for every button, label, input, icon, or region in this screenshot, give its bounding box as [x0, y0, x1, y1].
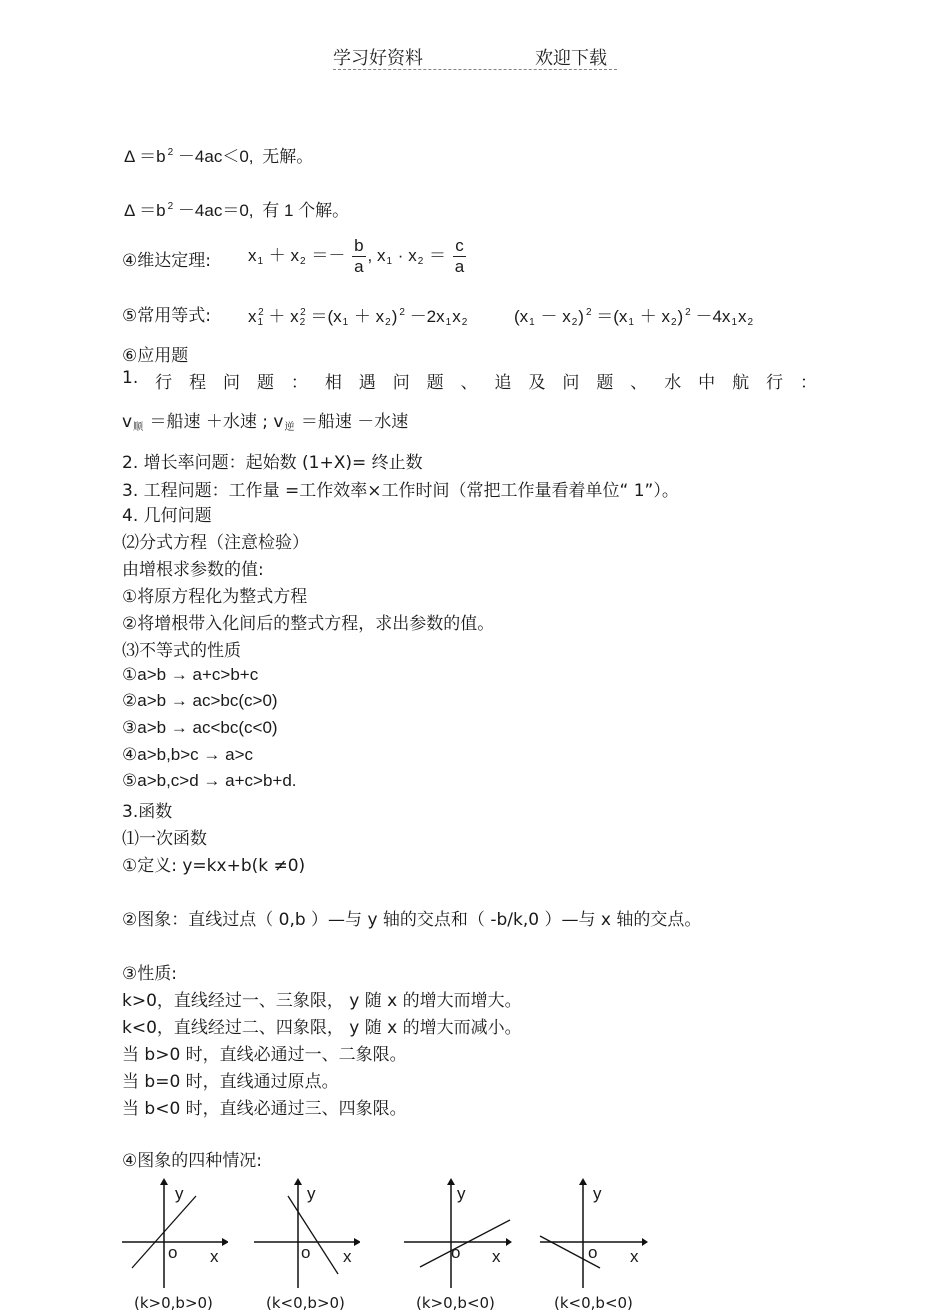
speed-formula: $v_顺$ ＝船速 ＋水速 ; $v_逆$ ＝船速 －水速 — [122, 412, 409, 433]
header-left: 学习好资料 — [333, 48, 423, 69]
linear-definition: ①定义: y=kx+b(k ≠0) — [122, 856, 306, 876]
y-axis-label: y — [175, 1184, 184, 1203]
application-item-2: 2. 增长率问题：起始数 (1+X)= 终止数 — [122, 453, 423, 473]
fraction-b-over-a: $\frac{b}{a}$ — [354, 236, 364, 276]
inequality-item: ②a>b → ac>bc(c>0) — [122, 691, 278, 710]
inequality-title: ⑶不等式的性质 — [122, 641, 241, 661]
discriminant-zero: Δ ＝b $^2$ －4ac＝0, 有 1 个解。 — [124, 201, 350, 220]
inequality-item: ③a>b → ac<bc(c<0) — [122, 718, 278, 737]
applications-title: ⑥应用题 — [122, 346, 189, 366]
linear-prop: k<0，直线经过二、四象限， y 随 x 的增大而减小。 — [122, 1018, 522, 1038]
fraction-eq-sub: 由增根求参数的值: — [122, 560, 264, 580]
fraction-c-over-a: $\frac{c}{a}$ — [454, 236, 465, 276]
origin-label: o — [588, 1243, 598, 1262]
identity-formula-2: $(x_1 - x_2)$ $^2 =(x_1 + x_2)$ $^2 -4x_1x_2$ — [514, 307, 754, 328]
vieta-formula: $x_1 + x_2$ ＝－ $\frac{b}{a}$ , $x_1 \cdot x_2$ ＝ $\frac{c}{a}$ — [248, 236, 465, 276]
fraction-eq-step-2: ②将增根带入化间后的整式方程，求出参数的值。 — [122, 614, 495, 634]
cases-title: ④图象的四种情况: — [122, 1151, 262, 1171]
identity-label: ⑤常用等式: — [122, 306, 211, 326]
header-divider — [333, 69, 617, 70]
linear-function-title: ⑴一次函数 — [122, 829, 207, 849]
origin-label: o — [168, 1243, 178, 1262]
x-axis-label: x — [343, 1247, 352, 1266]
x-axis-label: x — [492, 1247, 501, 1266]
x-axis-label: x — [210, 1247, 219, 1266]
inequality-item: ①a>b → a+c>b+c — [122, 665, 259, 684]
graph-k-pos-b-neg — [400, 1178, 512, 1290]
graph-caption: (k<0,b>0) — [266, 1294, 345, 1312]
origin-label: o — [451, 1243, 461, 1262]
delta-symbol: Δ — [124, 201, 135, 220]
linear-prop: k>0，直线经过一、三象限， y 随 x 的增大而增大。 — [122, 991, 522, 1011]
inequality-item: ⑤a>b,c>d → a+c>b+d. — [122, 771, 297, 790]
linear-graph-desc: ②图象：直线过点（ 0,b ）—与 y 轴的交点和（ -b/k,0 ）—与 x 轴的交点。 — [122, 910, 702, 930]
vieta-label: ④维达定理: — [122, 251, 211, 271]
linear-prop: 当 b=0 时，直线通过原点。 — [122, 1072, 339, 1092]
linear-prop: 当 b>0 时，直线必通过一、二象限。 — [122, 1045, 407, 1065]
x-axis-label: x — [630, 1247, 639, 1266]
graph-caption: (k<0,b<0) — [554, 1294, 633, 1312]
discriminant-negative: Δ ＝b $^2$ －4ac＜0, 无解。 — [124, 147, 314, 166]
linear-props-title: ③性质: — [122, 964, 177, 984]
fraction-eq-title: ⑵分式方程（注意检验） — [122, 533, 309, 553]
linear-prop: 当 b<0 时，直线必通过三、四象限。 — [122, 1099, 407, 1119]
application-item-4: 4. 几何问题 — [122, 506, 212, 526]
origin-label: o — [301, 1243, 311, 1262]
fraction-eq-step-1: ①将原方程化为整式方程 — [122, 587, 308, 607]
inequality-item: ④a>b,b>c → a>c — [122, 745, 254, 764]
application-item-1: 1. 行 程 问 题 ： 相 遇 问 题 、 追 及 问 题 、 水 中 航 行 ： — [122, 368, 817, 393]
graph-k-neg-b-pos — [250, 1178, 360, 1290]
application-item-3: 3. 工程问题：工作量 =工作效率×工作时间（常把工作量看着单位“ 1”）。 — [122, 481, 679, 501]
identity-formula-1: $x_1^2 + x_2^2 =(x_1 + x_2)$ $^2 -2x_1x_2$ — [248, 307, 468, 328]
graph-k-pos-b-pos — [118, 1178, 228, 1290]
y-axis-label: y — [307, 1184, 316, 1203]
delta-symbol: Δ — [124, 147, 135, 166]
graph-caption: (k>0,b>0) — [134, 1294, 213, 1312]
graph-caption: (k>0,b<0) — [416, 1294, 495, 1312]
functions-title: 3.函数 — [122, 802, 173, 822]
graph-k-neg-b-neg — [536, 1178, 648, 1290]
y-axis-label: y — [593, 1184, 602, 1203]
y-axis-label: y — [457, 1184, 466, 1203]
header-right: 欢迎下载 — [535, 48, 607, 69]
